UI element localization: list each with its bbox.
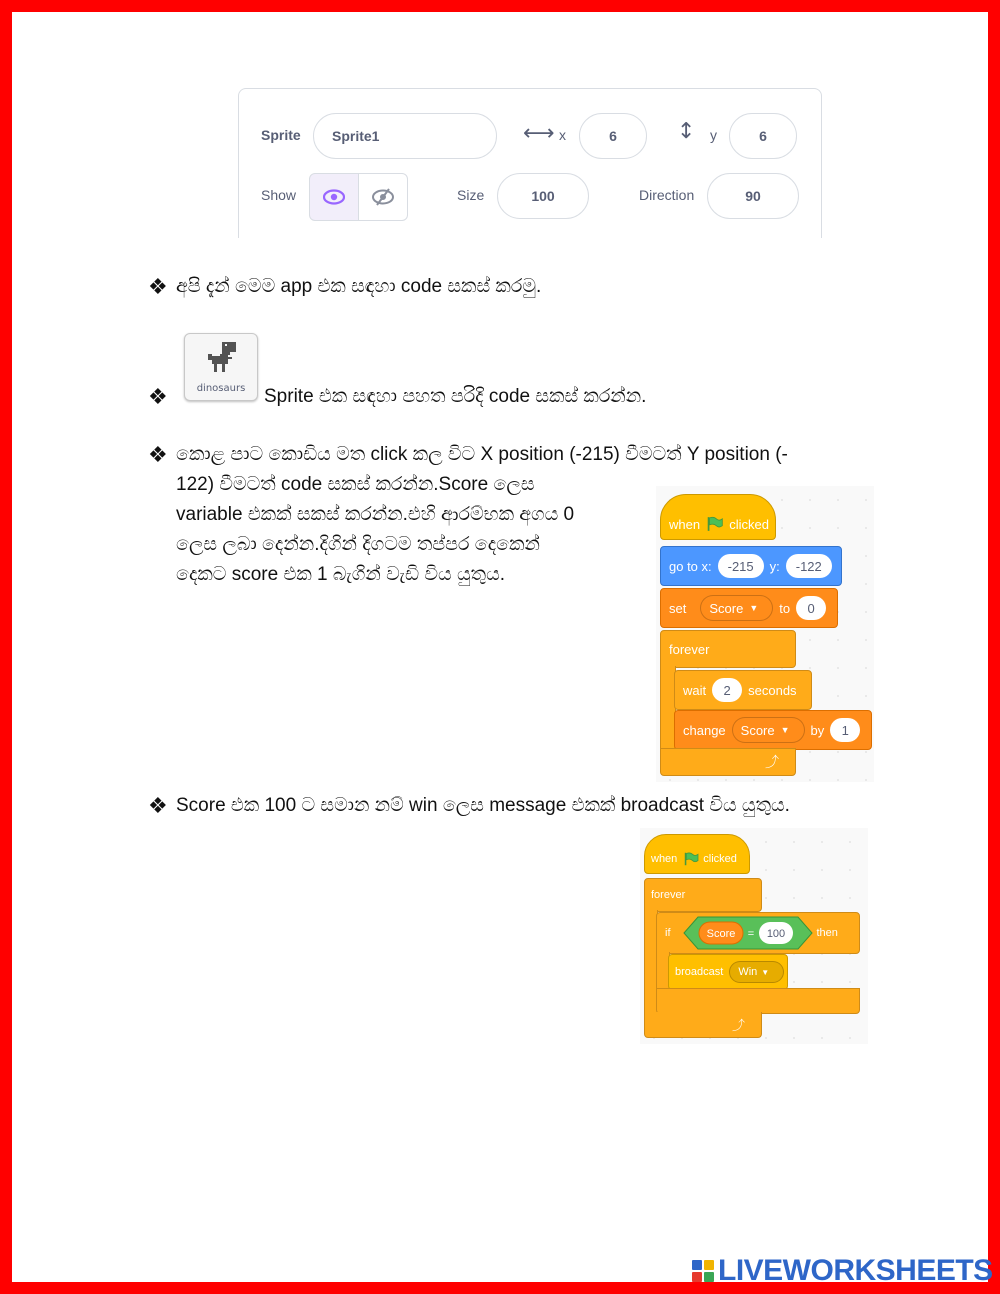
go-to-label: go to x: [669,558,712,574]
forever-block-end [644,1012,762,1038]
sprite-info-panel [238,88,822,238]
bullet-symbol: ❖ [148,274,168,299]
variable-dropdown[interactable] [732,717,805,743]
bullet-text-4: Score එක 100 ට සමාන නම් win ලෙස message එකක් broadcast විය යුතුය. [176,795,790,816]
bullet-text-3-line-3: variable එකක් සකස් කරන්න.එහි ආරම්භක අගය 0 [176,504,575,525]
dropdown-caret-icon: ▼ [761,967,770,977]
bullet-text-2: Sprite එක සඳහා පහත පරිදි code සකස් කරන්න. [264,386,647,407]
loop-arrow-icon: ⤴ [765,754,779,770]
sprite-name-field[interactable]: Sprite1 [313,113,497,159]
bullet-symbol: ❖ [148,793,168,818]
green-flag-icon [706,515,723,533]
y-label: y [710,127,717,143]
loop-arrow-icon: ⤴ [731,1018,745,1033]
wait-label: wait [683,682,707,698]
eye-icon [323,189,345,205]
bullet-text-3-line-4: ලෙස ලබා දෙන්න.දිගින් දිගටම තප්පර දෙකෙන් [176,534,540,555]
x-label: x [559,127,566,143]
vertical-arrows-icon: ↕ [677,119,696,144]
dropdown-caret-icon: ▼ [749,603,759,613]
clicked-label: clicked [729,516,769,532]
dropdown-caret-icon: ▼ [780,725,790,735]
forever-label: forever [651,889,686,901]
script-area-1 [656,486,874,782]
set-value-input[interactable]: 0 [796,596,826,620]
forever-block[interactable] [644,878,762,912]
by-label: by [810,722,825,738]
forever-label: forever [669,641,710,657]
size-label: Size [457,187,485,203]
show-label: Show [261,187,297,203]
direction-label: Direction [639,187,695,203]
script-area-2 [640,828,868,1044]
y-field[interactable]: 6 [729,113,797,159]
compare-value-input: 100 [766,928,785,940]
equals-operator-block[interactable] [683,916,813,950]
dinosaur-icon [204,340,240,376]
wait-seconds-input[interactable]: 2 [712,678,742,702]
variable-name: Score [709,600,744,616]
size-field[interactable]: 100 [497,173,589,219]
liveworksheets-logo [692,1254,993,1288]
when-label: when [669,516,701,532]
variable-dropdown[interactable] [700,595,773,621]
broadcast-label: broadcast [675,966,724,978]
bullet-symbol: ❖ [148,384,168,409]
go-to-xy-block[interactable] [660,546,842,586]
show-hidden-button[interactable] [358,173,408,221]
when-label: when [651,853,678,865]
set-label: set [669,600,687,616]
bullet-text-3-line-5: දෙකට score එක 1 බැගින් වැඩි විය යුතුය. [176,564,506,585]
when-flag-clicked-block[interactable] [660,494,776,540]
horizontal-arrows-icon: ⟷ [523,121,555,146]
y-label: y: [769,558,780,574]
wait-block[interactable] [674,670,812,710]
then-label: then [816,927,838,939]
sprite-label: Sprite [261,127,301,143]
message-dropdown[interactable] [729,961,784,983]
when-flag-clicked-block[interactable] [644,834,750,874]
if-block-end [656,988,860,1014]
bullet-symbol: ❖ [148,442,168,467]
sprite-thumbnail-label: dinosaurs [196,383,246,394]
forever-block-end [660,748,796,776]
broadcast-block[interactable] [668,954,788,990]
logo-text: LIVEWORKSHEETS [718,1254,993,1287]
x-field[interactable]: 6 [579,113,647,159]
message-name: Win [738,966,758,978]
forever-block[interactable] [660,630,796,668]
set-variable-block[interactable] [660,588,838,628]
if-label: if [665,927,671,939]
bullet-text-1: අපි දැන් මෙම app එක සඳහා code සකස් කරමු. [176,276,542,297]
change-by-input[interactable]: 1 [830,718,860,742]
clicked-label: clicked [703,853,737,865]
bullet-text-3-line-2: 122) වීමටත් code සකස් කරන්න.Score ලෙස [176,474,535,495]
dinosaurs-sprite-thumbnail[interactable] [184,333,258,401]
seconds-label: seconds [748,682,797,698]
bullet-text-3-line-1: කොළ පාට කොඩිය මත click කල විට X position (-215) වීමටත් Y position (- [176,444,788,465]
if-then-block[interactable] [656,912,860,954]
x-input[interactable]: -215 [718,554,764,578]
to-label: to [779,600,791,616]
change-label: change [683,722,726,738]
eye-slash-icon [372,188,394,206]
green-flag-icon [683,852,699,866]
change-variable-block[interactable] [674,710,872,750]
y-input[interactable]: -122 [786,554,832,578]
variable-name: Score [740,722,775,738]
direction-field[interactable]: 90 [707,173,799,219]
logo-mark-icon [692,1260,714,1282]
equals-sign: = [747,928,754,940]
score-reporter: Score [706,928,735,940]
show-visible-button[interactable] [309,173,359,221]
